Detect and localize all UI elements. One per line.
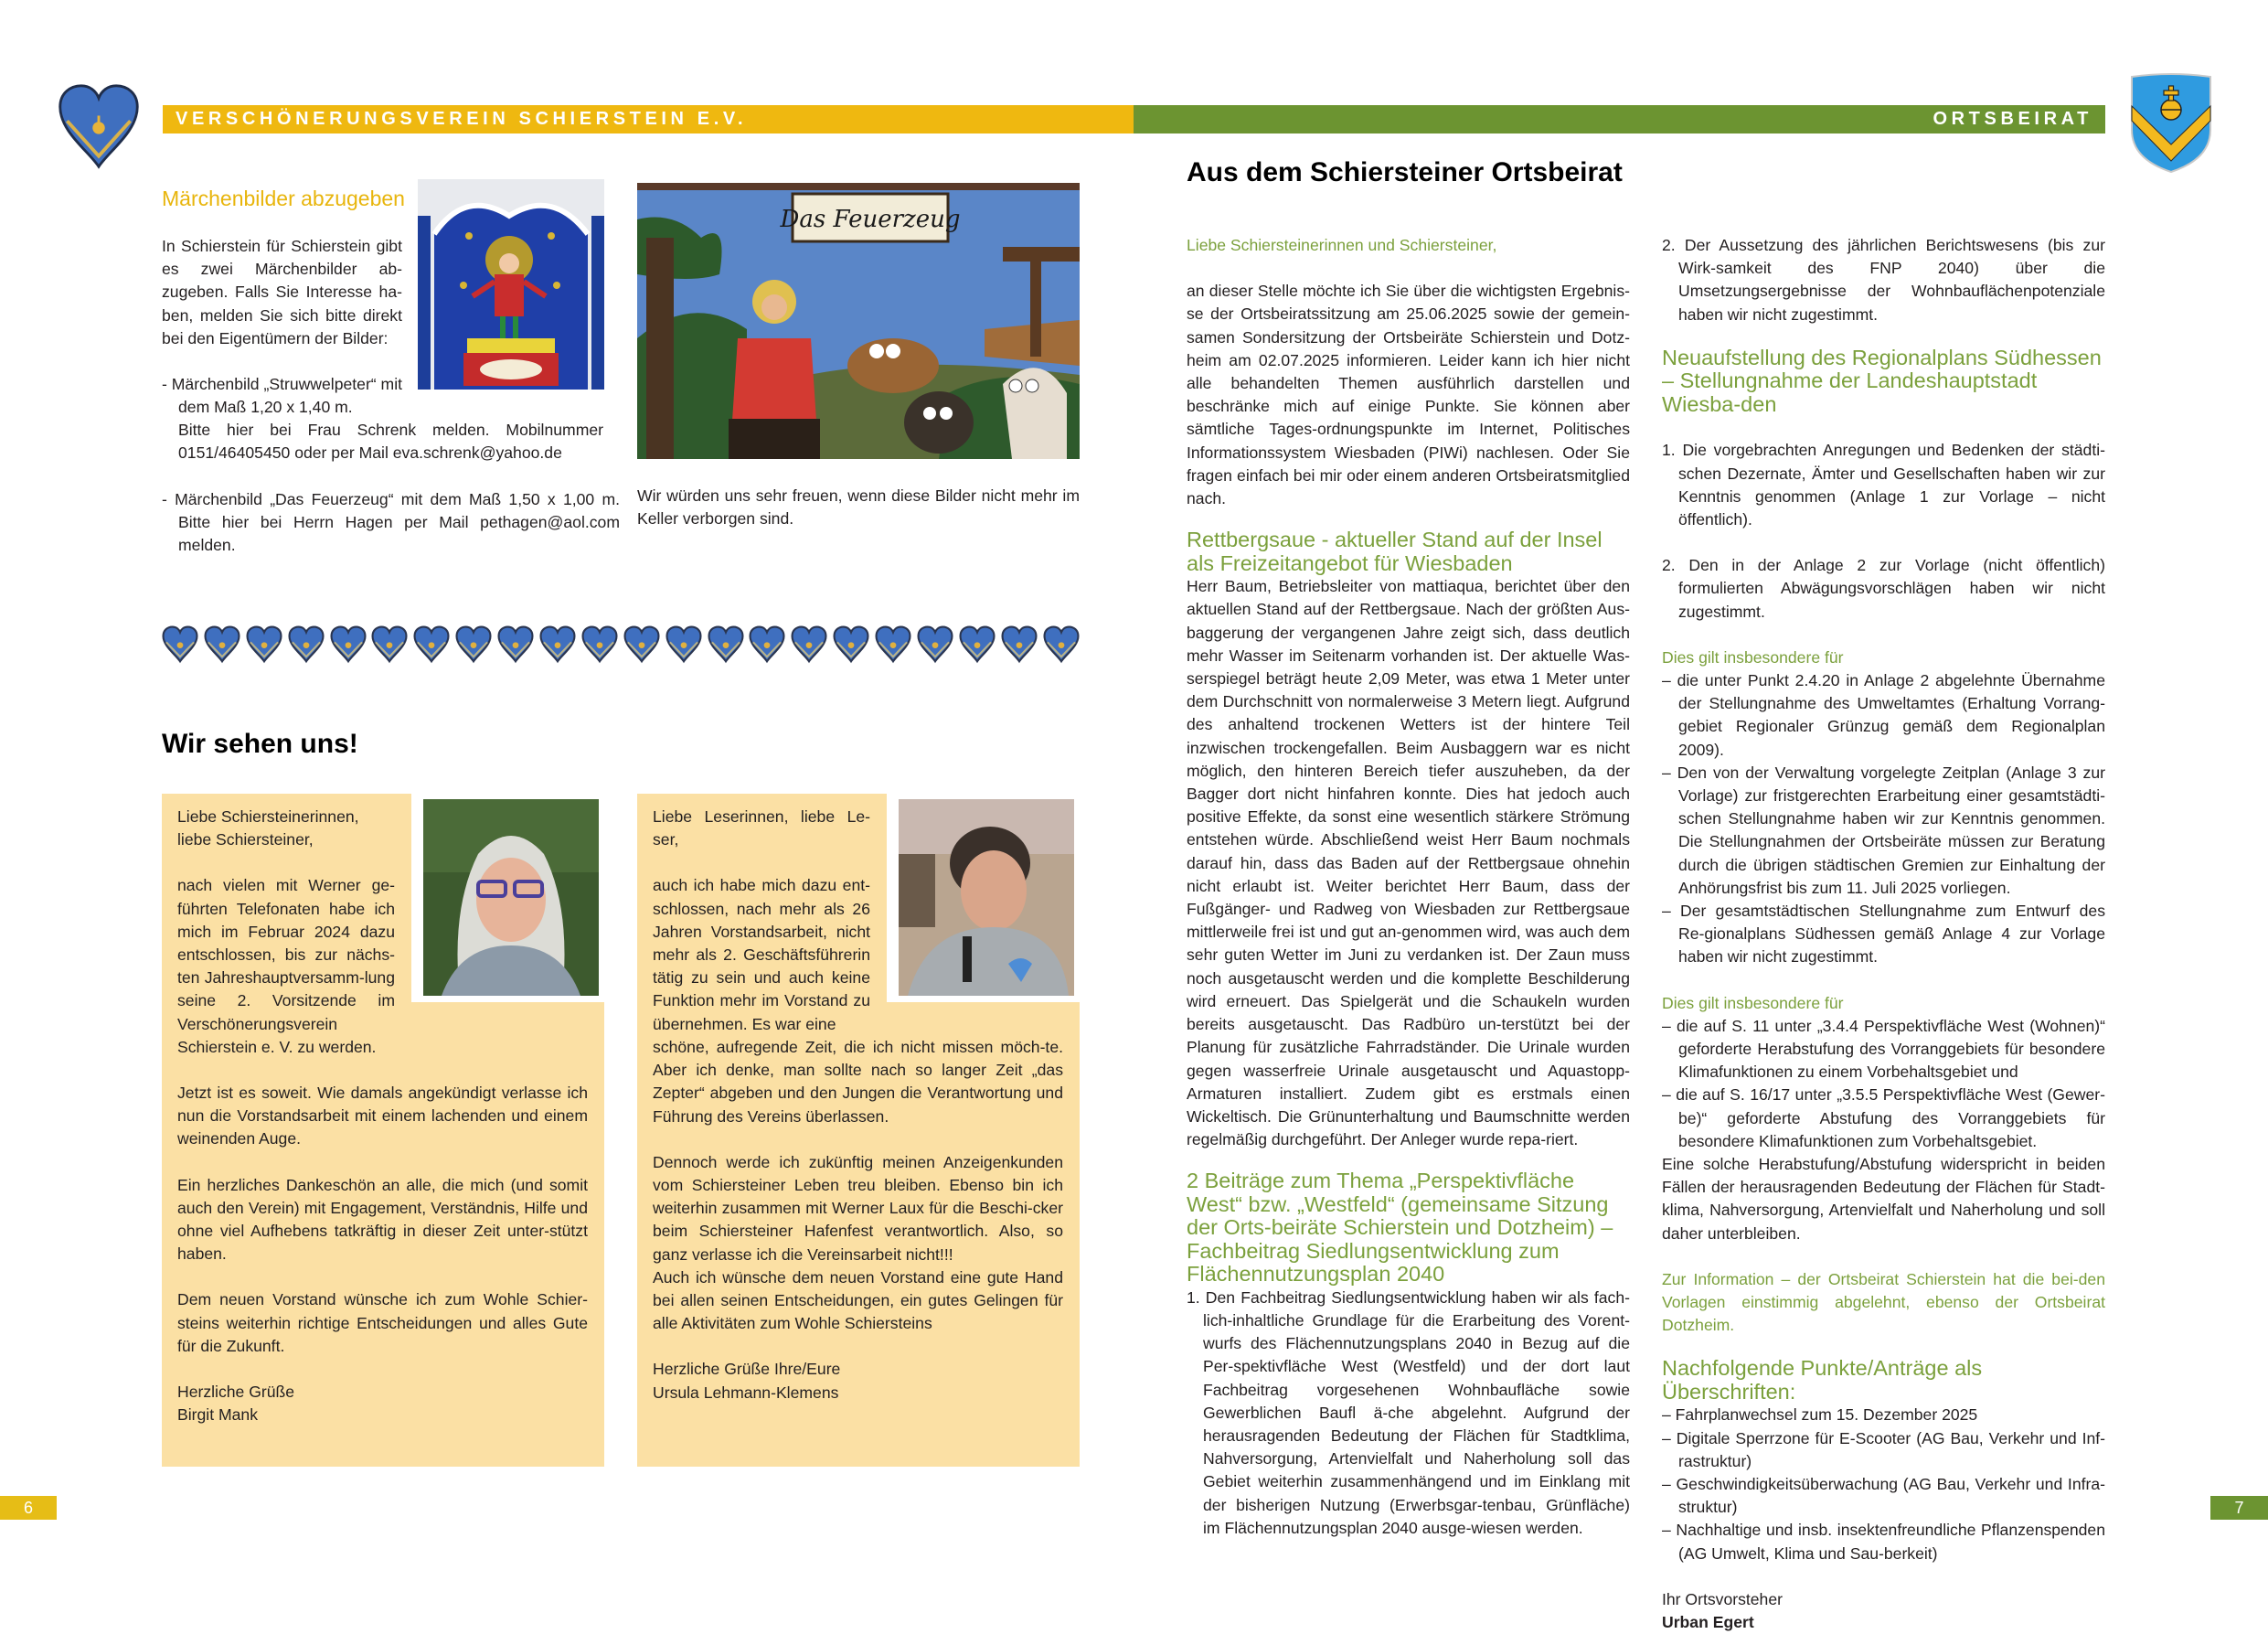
maerchen-item-struwwelpeter-contact: Bitte hier bei Frau Schrenk melden. Mobilnummer 0151/46405450 oder per Mail eva.schrenk@yahoo.de [178,421,603,463]
heart-icon [665,624,703,667]
verein-heart-logo [55,82,143,170]
ortsbeirat-intro: an dieser Stelle möchte ich Sie über die wichtigsten Ergebnis-se der Ortsbeiratssitzung am 25.06.2025 sowie der gemein-samen Sondersitzung der Ortsbeiräte Schierstein und Dotz-heim am 02.07.2025 informieren. Leider kann ich hier nicht alle behandelten Themen ausführlich darstellen und beschränke mich auf einige Punkte. Sie können aber sämtliche Tages-ordnungspunkte im Internet, Politisches Informationssystem Wiesbaden (PIWi) nachlesen. Oder Sie fragen einfach bei mir oder einem anderen Ortsbeiratsmitglied nach. [1187,282,1630,508]
regionalplan-item-2: 2. Den in der Anlage 2 zur Vorlage (nicht öffentlich) formulierten Abwägungsvorschlägen haben wir nicht zugestimmt. [1662,556,2105,621]
heart-icon [916,624,954,667]
nachfolgende-item: – Digitale Sperrzone für E-Scooter (AG Bau, Verkehr und Inf-rastruktur) [1662,1428,2105,1470]
heart-icon [496,624,535,667]
coat-of-arms-shield [2128,71,2214,174]
maerchen-intro-text: In Schierstein für Schierstein gibt es zwei Märchenbilder ab-zugeben. Falls Sie Interesse ha-ben, melden Sie sich bitte direkt bei den Eigentümern der Bilder: [162,237,402,347]
nachfolgende-item: – Geschwindigkeitsüberwachung (AG Bau, Verkehr und Infra-struktur) [1662,1475,2105,1517]
nachfolgende-item: – Fahrplanwechsel zum 15. Dezember 2025 [1662,1405,1978,1425]
regionalplan-info: Zur Information – der Ortsbeirat Schierstein hat die bei-den Vorlagen einstimmig abgelehnt, ebenso der Ortsbeirat Dotzheim. [1662,1269,2105,1335]
hearts-divider [161,624,1081,667]
page-number-left: 6 [0,1496,57,1520]
westfeld-heading: 2 Beiträge zum Thema „Perspektivfläche West“ bzw. „Westfeld“ (gemeinsame Sitzung der Orts-beiräte Schierstein und Dotzheim) – Fachbeitrag Siedlungsentwicklung zum Flächennutzungsplan 2040 [1187,1169,1613,1287]
heart-icon [538,624,577,667]
regionalplan-heading: Neuaufstellung des Regionalplans Südhessen – Stellungnahme der Landeshauptstadt Wiesba-den [1662,345,2102,416]
letter2-paragraph-1b: schöne, aufregende Zeit, die ich nicht missen möch-te. Aber ich denke, man sollte nach so langer Zeit „das Zepter“ abgeben und den Jungen die Verantwortung und Führung des Vereins überlassen. [653,1038,1063,1126]
rettbergsaue-body: Herr Baum, Betriebsleiter von mattiaqua, berichtet über den aktuellen Stand auf der Rettbergsaue. Nach der größten Aus-baggerung der vergangenen Jahre zeigt sich, dass deutlich mehr Wasser im Seitenarm vorhanden ist. Der aktuelle Was-serspiegel beträgt heute 2,09 Meter, was etwa 1 Meter unter dem Durchschnitt von normalerweise 3 Metern liegt. Aufgrund des anhaltend trockenen Wetters ist der hintere Teil inzwischen trockengefallen. Beim Ausbaggern war es nicht möglich, den hinteren Bereich tiefer auszuheben, da der Bagger dort nicht hinfahren konnte. Dies hat jedoch auch positive Effekte, da sonst eine wesentlich stärkere Strömung entstehen würde. Abschließend weist Herr Baum nochmals darauf hin, dass das Baden auf der Rettbergsaue ohnehin nicht erlaubt ist. Weiter berichtet Herr Baum, dass der Fußgänger- und Radweg von Wiesbaden zur Rettbergsaue mittlerweile frei ist und gut an-genommen wird, was auch dem sehr guten Wetter im Juni zu verdanken ist. Der Zaun muss noch ausgetauscht werden und die komplette Beschilderung wird erneuert. Das Spielgerät und die Schaukeln wurden bereits ausgetauscht. Das Radbüro un-terstützt bei der Planung für zusätzliche Fahrradständer. Die Urinale wurden gegen wasserfreie Urinale ausgetauscht und Aquastopp-Armaturen installiert. Zudem gibt es erstmals einen Wickeltisch. Die Grünunterhaltung und Baumschnitte werden regelmäßig durchgeführt. Der Anleger wurde repa-riert. [1187,577,1630,1149]
heart-icon [245,624,283,667]
regionalplan-sub1-heading: Dies gilt insbesondere für [1662,647,1844,667]
heart-icon [203,624,241,667]
letter1-paragraph-2: Jetzt ist es soweit. Wie damals angekündigt verlasse ich nun die Vorstandsarbeit mit einem lachenden und einem weinenden Auge. [177,1084,588,1148]
ortsvorsteher-closing: Ihr Ortsvorsteher [1662,1589,1783,1608]
letter1-paragraph-1: nach vielen mit Werner ge-führten Telefonaten habe ich mich im Februar 2024 dazu entschlossen, bis zur nächs-ten Jahreshauptversamm-lung seine 2. Vorsitzende im Verschönerungsverein Schierstein e. V. zu werden. [177,876,395,1056]
ursula-lehmann-klemens-photo [899,799,1074,996]
rettbergsaue-heading: Rettbergsaue - aktueller Stand auf der Insel als Freizeitangebot für Wiesbaden [1187,528,1603,575]
letter1-top [177,806,395,1059]
letter1-signature: Birgit Mank [177,1405,258,1425]
heart-icon [1042,624,1081,667]
heart-icon [832,624,870,667]
ortsbeirat-title: Aus dem Schiersteiner Ortsbeirat [1187,157,1623,187]
right-column-a [1187,234,1630,1540]
regionalplan-sub2-item: – die auf S. 11 unter „3.4.4 Perspektivfläche West (Wohnen)“ geforderte Herabstufung des Vorranggebiets für besondere Klimafunktionen zu einem Vorbehaltsgebiet und [1662,1016,2105,1082]
heart-icon [580,624,619,667]
regionalplan-sub2-heading: Dies gilt insbesondere für [1662,993,1844,1012]
feuerzeug-painting-label: Das Feuerzeug [780,206,961,233]
heart-icon [748,624,786,667]
regionalplan-sub2-item: – die auf S. 16/17 unter „3.5.5 Perspektivfläche West (Gewer-be)“ geforderte Abstufung des Vorranggebiets für besondere Klimafunktionen zum Vorbehaltsgebiet. [1662,1085,2105,1150]
header-title-right: ORTSBEIRAT [1933,109,2092,129]
ortsvorsteher-signature: Urban Egert [1662,1613,1754,1632]
letter2-paragraph-2: Dennoch werde ich zukünftig meinen Anzeigenkunden vom Schiersteiner Leben treu bleiben. Ebenso bin ich weiterhin zusammen mit Werner Laux für die Beschi-cker beim Schiersteiner Hafenfest verantwortlich. Also, so ganz verlasse ich die Vereinsarbeit nicht!!! [653,1152,1063,1264]
maerchen-item-feuerzeug: - Märchenbild „Das Feuerzeug“ mit dem Maß 1,50 x 1,00 m. Bitte hier bei Herrn Hagen per Mail pethagen@aol.com melden. [162,490,620,555]
heart-icon [370,624,409,667]
letter2-closing: Herzliche Grüße Ihre/Eure [653,1360,841,1379]
struwwelpeter-painting [418,179,604,390]
letter1-paragraph-3: Ein herzliches Dankeschön an alle, die mich (und somit auch den Verein) mit Engagement, Verständnis, Hilfe und ohne viel Aufhebens tatkräftig in dieser Zeit unter-stützt haben. [177,1175,588,1264]
birgit-mank-photo [423,799,599,996]
heart-icon [874,624,912,667]
heart-icon [958,624,996,667]
maerchen-caption: Wir würden uns sehr freuen, wenn diese Bilder nicht mehr im Keller verborgen sind. [637,486,1080,529]
wir-sehen-uns-heading: Wir sehen uns! [162,729,358,759]
page-number-right: 7 [2210,1496,2268,1520]
letter1-greeting: Liebe Schiersteinerinnen, liebe Schiersteiner, [177,807,359,849]
header-bar-left [163,105,1134,133]
heart-icon [161,624,199,667]
letter2-body [653,1036,1063,1404]
westfeld-item-1: 1. Den Fachbeitrag Siedlungsentwicklung haben wir als fach-lich-inhaltliche Grundlage für die Erarbeitung des Vorent-wurfs des Flächennutzungsplans 2040 in Bezug auf die Per-spektivfläche West (Westfeld) und der dort laut Fachbeitrag vorgesehenen Wohnbaufläche sowie Gewerblichen Baufl ä-che abgelehnt. Aufgrund der herausragenden Bedeutung der Flächen für Stadtklima, Nahversorgung, Artenvielfalt und Naherholung soll das Gebiet weiterhin zusammenhängend und im Einklang mit der bisherigen Nutzung (Erwerbsgar-tenbau, Grünfläche) im Flächennutzungsplan 2040 ausge-wiesen werden. [1187,1287,1630,1537]
heart-icon [790,624,828,667]
regionalplan-sub1-item: – die unter Punkt 2.4.20 in Anlage 2 abgelehnte Übernahme der Stellungnahme des Umweltamtes (Erhaltung Vorrang-gebiet Regionaler Grünzug gemäß dem Regionalplan 2009). [1662,670,2105,759]
letter2-paragraph-3: Auch ich wünsche dem neuen Vorstand eine gute Hand bei allen seinen Entscheidungen, ein gutes Gelingen für alle Aktivitäten zum Wohle Schiersteins [653,1267,1063,1333]
regionalplan-conclusion: Eine solche Herabstufung/Abstufung widerspricht in beiden Fällen der herausragenden Bedeutung der Flächen für Stadt-klima, Nahversorgung, Artenvielfalt und Naherholung und soll daher unterbleiben. [1662,1155,2105,1243]
nachfolgende-item: – Nachhaltige und insb. insektenfreundliche Pflanzenspenden (AG Umwelt, Klima und Sau-berkeit) [1662,1521,2105,1563]
heart-icon [287,624,325,667]
letter1-paragraph-4: Dem neuen Vorstand wünsche ich zum Wohle Schier-steins weiterhin richtige Entscheidungen und alles Gute für die Zukunft. [177,1290,588,1355]
westfeld-item-2: 2. Der Aussetzung des jährlichen Berichtswesens (bis zur Wirk-samkeit des FNP 2040) über die Umsetzungsergebnisse der Wohnbauflächenpotenziale haben wir nicht zugestimmt. [1662,236,2105,324]
heart-icon [412,624,451,667]
right-column-b [1662,234,2105,1634]
header-title-left: VERSCHÖNERUNGSVEREIN SCHIERSTEIN E.V. [176,109,748,129]
heart-icon [454,624,493,667]
letter2-signature: Ursula Lehmann-Klemens [653,1383,839,1402]
feuerzeug-painting [637,183,1080,459]
letter2-top [653,806,870,1036]
heart-icon [329,624,367,667]
regionalplan-item-1: 1. Die vorgebrachten Anregungen und Bedenken der städti-schen Dezernate, Ämter und Gesellschaften haben wir zur Kenntnis genommen (Anlage 1 zur Vorlage – nicht öffentlich). [1662,441,2105,529]
letter1-body [177,1082,588,1426]
regionalplan-sub1-item: – Den von der Verwaltung vorgelegte Zeitplan (Anlage 3 zur Vorlage) zur fristgerechten Erarbeitung einer gesamtstädti-schen Stellungnahme haben wir zur Kenntnis genommen. Die Stellungnahmen der Ortsbeiräte müssen zur Beratung durch die übrigen städtischen Gremien zur Einhaltung der Anhörungsfrist bis zum 11. Juli 2025 vorliegen. [1662,763,2105,897]
maerchen-intro [162,235,402,419]
letter1-closing: Herzliche Grüße [177,1383,295,1402]
ortsbeirat-salutation: Liebe Schiersteinerinnen und Schiersteiner, [1187,236,1497,254]
heart-icon [623,624,661,667]
maerchen-heading: Märchenbilder abzugeben [162,187,405,210]
letter2-greeting: Liebe Leserinnen, liebe Le-ser, [653,807,870,849]
header-bar-right [1134,105,2105,133]
heart-icon [707,624,745,667]
letter2-paragraph-1a: auch ich habe mich dazu ent-schlossen, nach mehr als 26 Jahren Vorstandsarbeit, nicht mehr als 2. Geschäftsführerin tätig zu sein und auch keine Funktion mehr im Vorstand zu übernehmen. Es war eine [653,876,870,1033]
nachfolgende-heading: Nachfolgende Punkte/Anträge als Überschriften: [1662,1356,1983,1404]
maerchen-item-struwwelpeter: - Märchenbild „Struwwelpeter“ mit dem Maß 1,20 x 1,40 m. [162,375,403,417]
regionalplan-sub1-item: – Der gesamtstädtischen Stellungnahme zum Entwurf des Re-gionalplans Südhessen gemäß Anlage 4 zur Vorlage haben wir nicht zugestimmt. [1662,901,2105,967]
heart-icon [1000,624,1038,667]
